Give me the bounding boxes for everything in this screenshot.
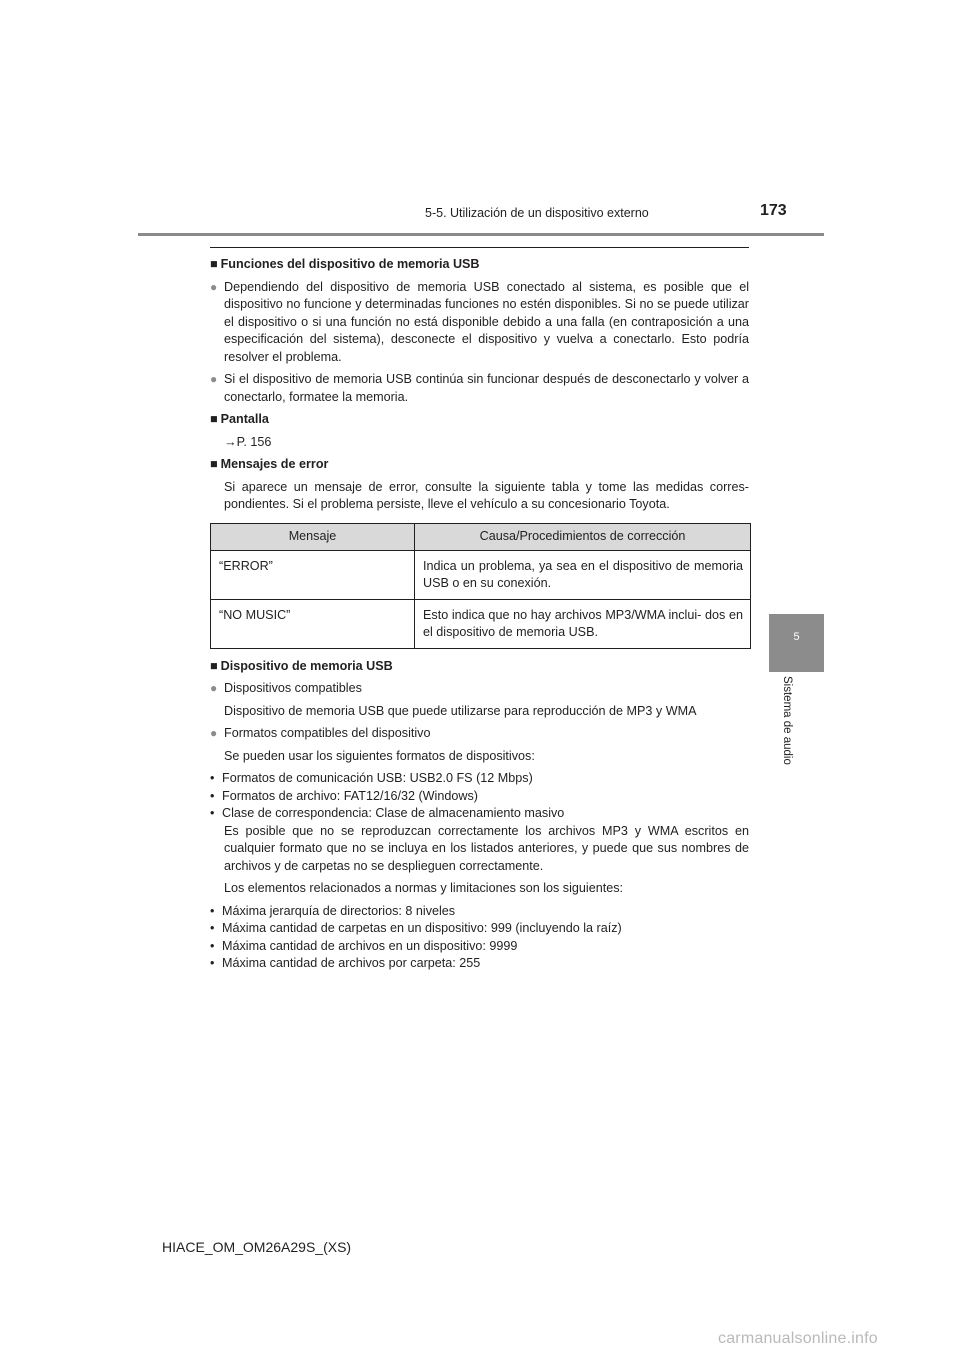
formats-intro: Se pueden usar los siguientes formatos de dispositivos: bbox=[224, 748, 535, 763]
square-bullet-icon: ■ bbox=[210, 658, 218, 673]
section-errors-title: ■ Mensajes de error bbox=[210, 457, 329, 471]
list-item: ● Formatos compatibles del dispositivo bbox=[210, 725, 749, 743]
section-screen-title: ■ Pantalla bbox=[210, 412, 269, 426]
limits-intro: Los elementos relacionados a normas y limitaciones son los siguientes: bbox=[224, 881, 624, 895]
square-bullet-icon: ■ bbox=[210, 257, 218, 271]
formats-list bbox=[210, 770, 749, 823]
table-cell-cause: Indica un problema, ya sea en el dispositivo de memoria USB o en su conexión. bbox=[415, 550, 751, 599]
arrow-right-icon: → bbox=[224, 434, 237, 449]
page-content bbox=[210, 256, 749, 973]
table-cell-message: “ERROR” bbox=[211, 550, 415, 599]
list-item: • Clase de correspondencia: Clase de almacenamiento masivo bbox=[210, 806, 565, 820]
document-code: HIACE_OM_OM26A29S_(XS) bbox=[162, 1239, 352, 1255]
watermark: carmanualsonline.info bbox=[718, 1330, 878, 1347]
list-item: ● Dispositivos compatibles bbox=[210, 680, 749, 698]
table-header-message: Mensaje bbox=[211, 523, 415, 550]
page-reference: →P. 156 bbox=[224, 434, 272, 449]
compatible-devices-text: Dispositivo de memoria USB que puede utilizarse para reproducción de MP3 y WMA bbox=[224, 703, 697, 718]
content-top-rule bbox=[210, 247, 749, 248]
section-usb-functions-title: ■ Funciones del dispositivo de memoria USB bbox=[210, 257, 480, 271]
square-bullet-icon: ■ bbox=[210, 412, 218, 426]
circle-bullet-icon: ● bbox=[210, 726, 218, 740]
list-item: • Máxima cantidad de archivos por carpeta: 255 bbox=[210, 956, 481, 970]
header-section-title: 5-5. Utilización de un dispositivo externo bbox=[425, 206, 649, 220]
section-usb-device-title: ■ Dispositivo de memoria USB bbox=[210, 658, 393, 673]
error-messages-table bbox=[210, 523, 751, 649]
page-number: 173 bbox=[760, 202, 787, 219]
table-cell-cause: Esto indica que no hay archivos MP3/WMA inclui- dos en el dispositivo de memoria USB. bbox=[415, 599, 751, 648]
list-item: • Formatos de archivo: FAT12/16/32 (Windows) bbox=[210, 788, 478, 803]
table-row bbox=[211, 550, 751, 599]
chapter-tab bbox=[769, 614, 824, 672]
square-bullet-icon: ■ bbox=[210, 457, 218, 471]
circle-bullet-icon: ● bbox=[210, 279, 218, 294]
circle-bullet-icon: ● bbox=[210, 372, 218, 386]
chapter-tab-label: Sistema de audio bbox=[781, 676, 793, 765]
formats-note: Es posible que no se reproduzcan correctamente los archivos MP3 y WMA escritos en cualquier formato que no se incluya en los listados anteriores, y puede que sus nombres de archivos y de carpetas no se desplieguen correctamente. bbox=[224, 823, 749, 873]
list-item: • Máxima cantidad de carpetas en un dispositivo: 999 (incluyendo la raíz) bbox=[210, 921, 622, 935]
table-cell-message: “NO MUSIC” bbox=[211, 599, 415, 648]
list-item: • Formatos de comunicación USB: USB2.0 FS (12 Mbps) bbox=[210, 771, 533, 785]
chapter-tab-number: 5 bbox=[793, 631, 800, 643]
list-item: ● Dependiendo del dispositivo de memoria USB conectado al sistema, es posible que el dispositivo no funcione y determinadas funciones no estén disponibles. Si no se puede utilizar el dispositivo o si una función no está disponible debido a una falla (en contraposición a una especificación del sistema), desconecte el dispositivo y vuelva a conectarlo. Esto podría resolver el problema. bbox=[210, 279, 749, 367]
errors-intro: Si aparece un mensaje de error, consulte la siguiente tabla y tome las medidas corres- pondientes. Si el problema persiste, lleve el vehículo a su concesionario Toyota. bbox=[224, 479, 749, 511]
circle-bullet-icon: ● bbox=[210, 681, 218, 695]
header-divider bbox=[138, 233, 824, 236]
table-header-cause: Causa/Procedimientos de corrección bbox=[415, 523, 751, 550]
list-item: • Máxima cantidad de archivos en un dispositivo: 9999 bbox=[210, 938, 518, 953]
table-row bbox=[211, 599, 751, 648]
limits-list bbox=[210, 903, 749, 973]
list-item: • Máxima jerarquía de directorios: 8 niveles bbox=[210, 903, 456, 918]
list-item: ● Si el dispositivo de memoria USB continúa sin funcionar después de desconectarlo y volver a conectarlo, formatee la memoria. bbox=[210, 371, 749, 406]
